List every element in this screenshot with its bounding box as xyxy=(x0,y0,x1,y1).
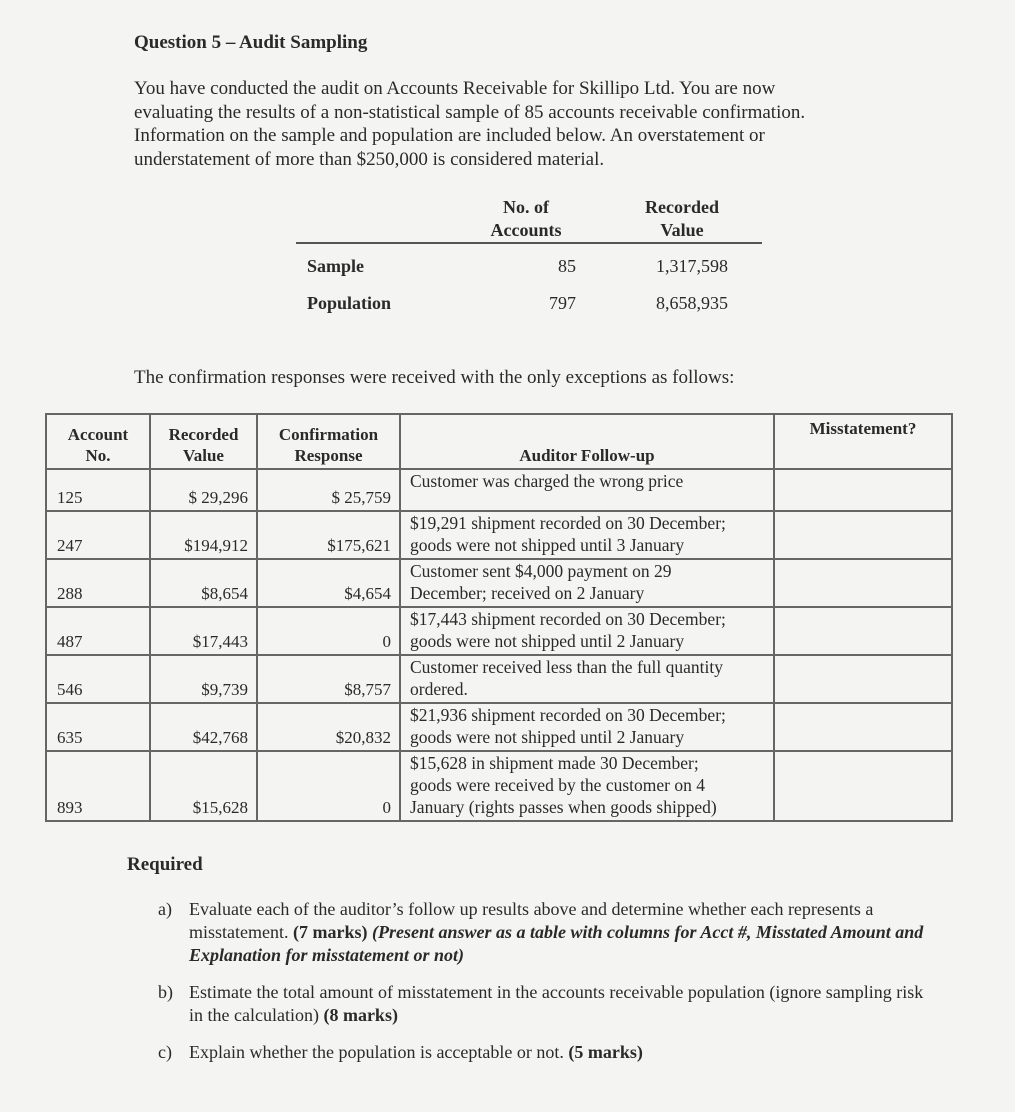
table-row xyxy=(46,607,952,655)
list-item xyxy=(158,981,928,1027)
auditor-follow-up: $19,291 shipment recorded on 30 December; goods were not shipped until 3 January xyxy=(400,511,774,559)
account-no: 893 xyxy=(46,751,150,821)
part-marker: b) xyxy=(158,982,173,1002)
confirmation-response: $8,757 xyxy=(257,655,400,703)
auditor-follow-up: Customer was charged the wrong price xyxy=(400,469,774,511)
table-row xyxy=(46,703,952,751)
recorded-value: 8,658,935 xyxy=(656,293,728,313)
intro-line: evaluating the results of a non-statistical sample of 85 accounts receivable confirmation. xyxy=(134,101,806,123)
misstatement-cell xyxy=(774,469,952,511)
part-marks: (5 marks) xyxy=(568,1042,643,1062)
list-item xyxy=(158,1041,928,1064)
part-text: Evaluate each of the auditor’s follow up results above and determine whether each represents a misstatement. xyxy=(189,899,874,942)
misstatement-cell xyxy=(774,607,952,655)
accounts-value: 85 xyxy=(558,256,576,276)
confirmation-response: $4,654 xyxy=(257,559,400,607)
part-marks: (7 marks) xyxy=(292,922,368,942)
confirmation-intro: The confirmation responses were received with the only exceptions as follows: xyxy=(134,367,735,388)
intro-line: You have conducted the audit on Accounts Receivable for Skillipo Ltd. You are now xyxy=(134,78,776,99)
accounts-value: 797 xyxy=(549,293,576,313)
intro-line: Information on the sample and population are included below. An overstatement or xyxy=(134,125,765,146)
header-recorded-value: Recorded Value xyxy=(645,197,719,240)
confirmation-response: 0 xyxy=(257,751,400,821)
confirmation-response: $20,832 xyxy=(257,703,400,751)
part-marker: a) xyxy=(158,899,172,919)
intro-line: understatement of more than $250,000 is considered material. xyxy=(134,148,605,170)
row-label: Population xyxy=(307,293,392,313)
header-auditor-follow-up: Auditor Follow-up xyxy=(400,414,774,469)
part-marker: c) xyxy=(158,1042,172,1062)
table-row xyxy=(46,511,952,559)
header-confirmation-response: Confirmation Response xyxy=(257,414,400,469)
recorded-value: $42,768 xyxy=(150,703,257,751)
confirmation-response: 0 xyxy=(257,607,400,655)
recorded-value: $ 29,296 xyxy=(150,469,257,511)
misstatement-cell xyxy=(774,751,952,821)
recorded-value: $194,912 xyxy=(150,511,257,559)
header-recorded-value: Recorded Value xyxy=(150,414,257,469)
sample-population-table xyxy=(296,194,762,318)
confirmation-response: $175,621 xyxy=(257,511,400,559)
account-no: 635 xyxy=(46,703,150,751)
table-row xyxy=(46,559,952,607)
recorded-value: 1,317,598 xyxy=(656,256,728,276)
recorded-value: $17,443 xyxy=(150,607,257,655)
account-no: 288 xyxy=(46,559,150,607)
summary-row-population xyxy=(296,281,762,318)
misstatement-cell xyxy=(774,511,952,559)
auditor-follow-up: $21,936 shipment recorded on 30 December; goods were not shipped until 2 January xyxy=(400,703,774,751)
header-account-no: Account No. xyxy=(46,414,150,469)
part-note: (Present answer as a table with columns for Acct #, Misstated Amount and Explanation for misstatement or not) xyxy=(189,922,924,965)
list-item xyxy=(158,898,928,967)
table-row xyxy=(46,655,952,703)
header-no-of-accounts: No. of Accounts xyxy=(490,197,562,240)
auditor-follow-up: $17,443 shipment recorded on 30 December; goods were not shipped until 2 January xyxy=(400,607,774,655)
question-intro xyxy=(134,77,914,171)
table-row xyxy=(46,751,952,821)
table-row xyxy=(46,469,952,511)
part-marks: (8 marks) xyxy=(323,1005,398,1025)
header-misstatement: Misstatement? xyxy=(774,414,952,469)
summary-row-sample xyxy=(296,244,762,281)
recorded-value: $9,739 xyxy=(150,655,257,703)
account-no: 247 xyxy=(46,511,150,559)
auditor-follow-up: Customer received less than the full quantity ordered. xyxy=(400,655,774,703)
account-no: 125 xyxy=(46,469,150,511)
recorded-value: $15,628 xyxy=(150,751,257,821)
misstatement-cell xyxy=(774,703,952,751)
summary-header xyxy=(296,194,762,244)
misstatement-cell xyxy=(774,655,952,703)
exceptions-table xyxy=(45,413,953,822)
auditor-follow-up: Customer sent $4,000 payment on 29 December; received on 2 January xyxy=(400,559,774,607)
recorded-value: $8,654 xyxy=(150,559,257,607)
exceptions-header-row xyxy=(46,414,952,469)
account-no: 487 xyxy=(46,607,150,655)
part-text: Estimate the total amount of misstatement in the accounts receivable population (ignore sampling risk in the calculation) xyxy=(189,982,924,1025)
auditor-follow-up: $15,628 in shipment made 30 December; goods were received by the customer on 4 January (rights passes when goods shipped) xyxy=(400,751,774,821)
required-heading: Required xyxy=(127,854,203,875)
required-parts-list xyxy=(158,898,928,1078)
row-label: Sample xyxy=(307,256,365,276)
account-no: 546 xyxy=(46,655,150,703)
question-title: Question 5 – Audit Sampling xyxy=(134,32,368,53)
misstatement-cell xyxy=(774,559,952,607)
part-text: Explain whether the population is acceptable or not. xyxy=(189,1042,569,1062)
confirmation-response: $ 25,759 xyxy=(257,469,400,511)
